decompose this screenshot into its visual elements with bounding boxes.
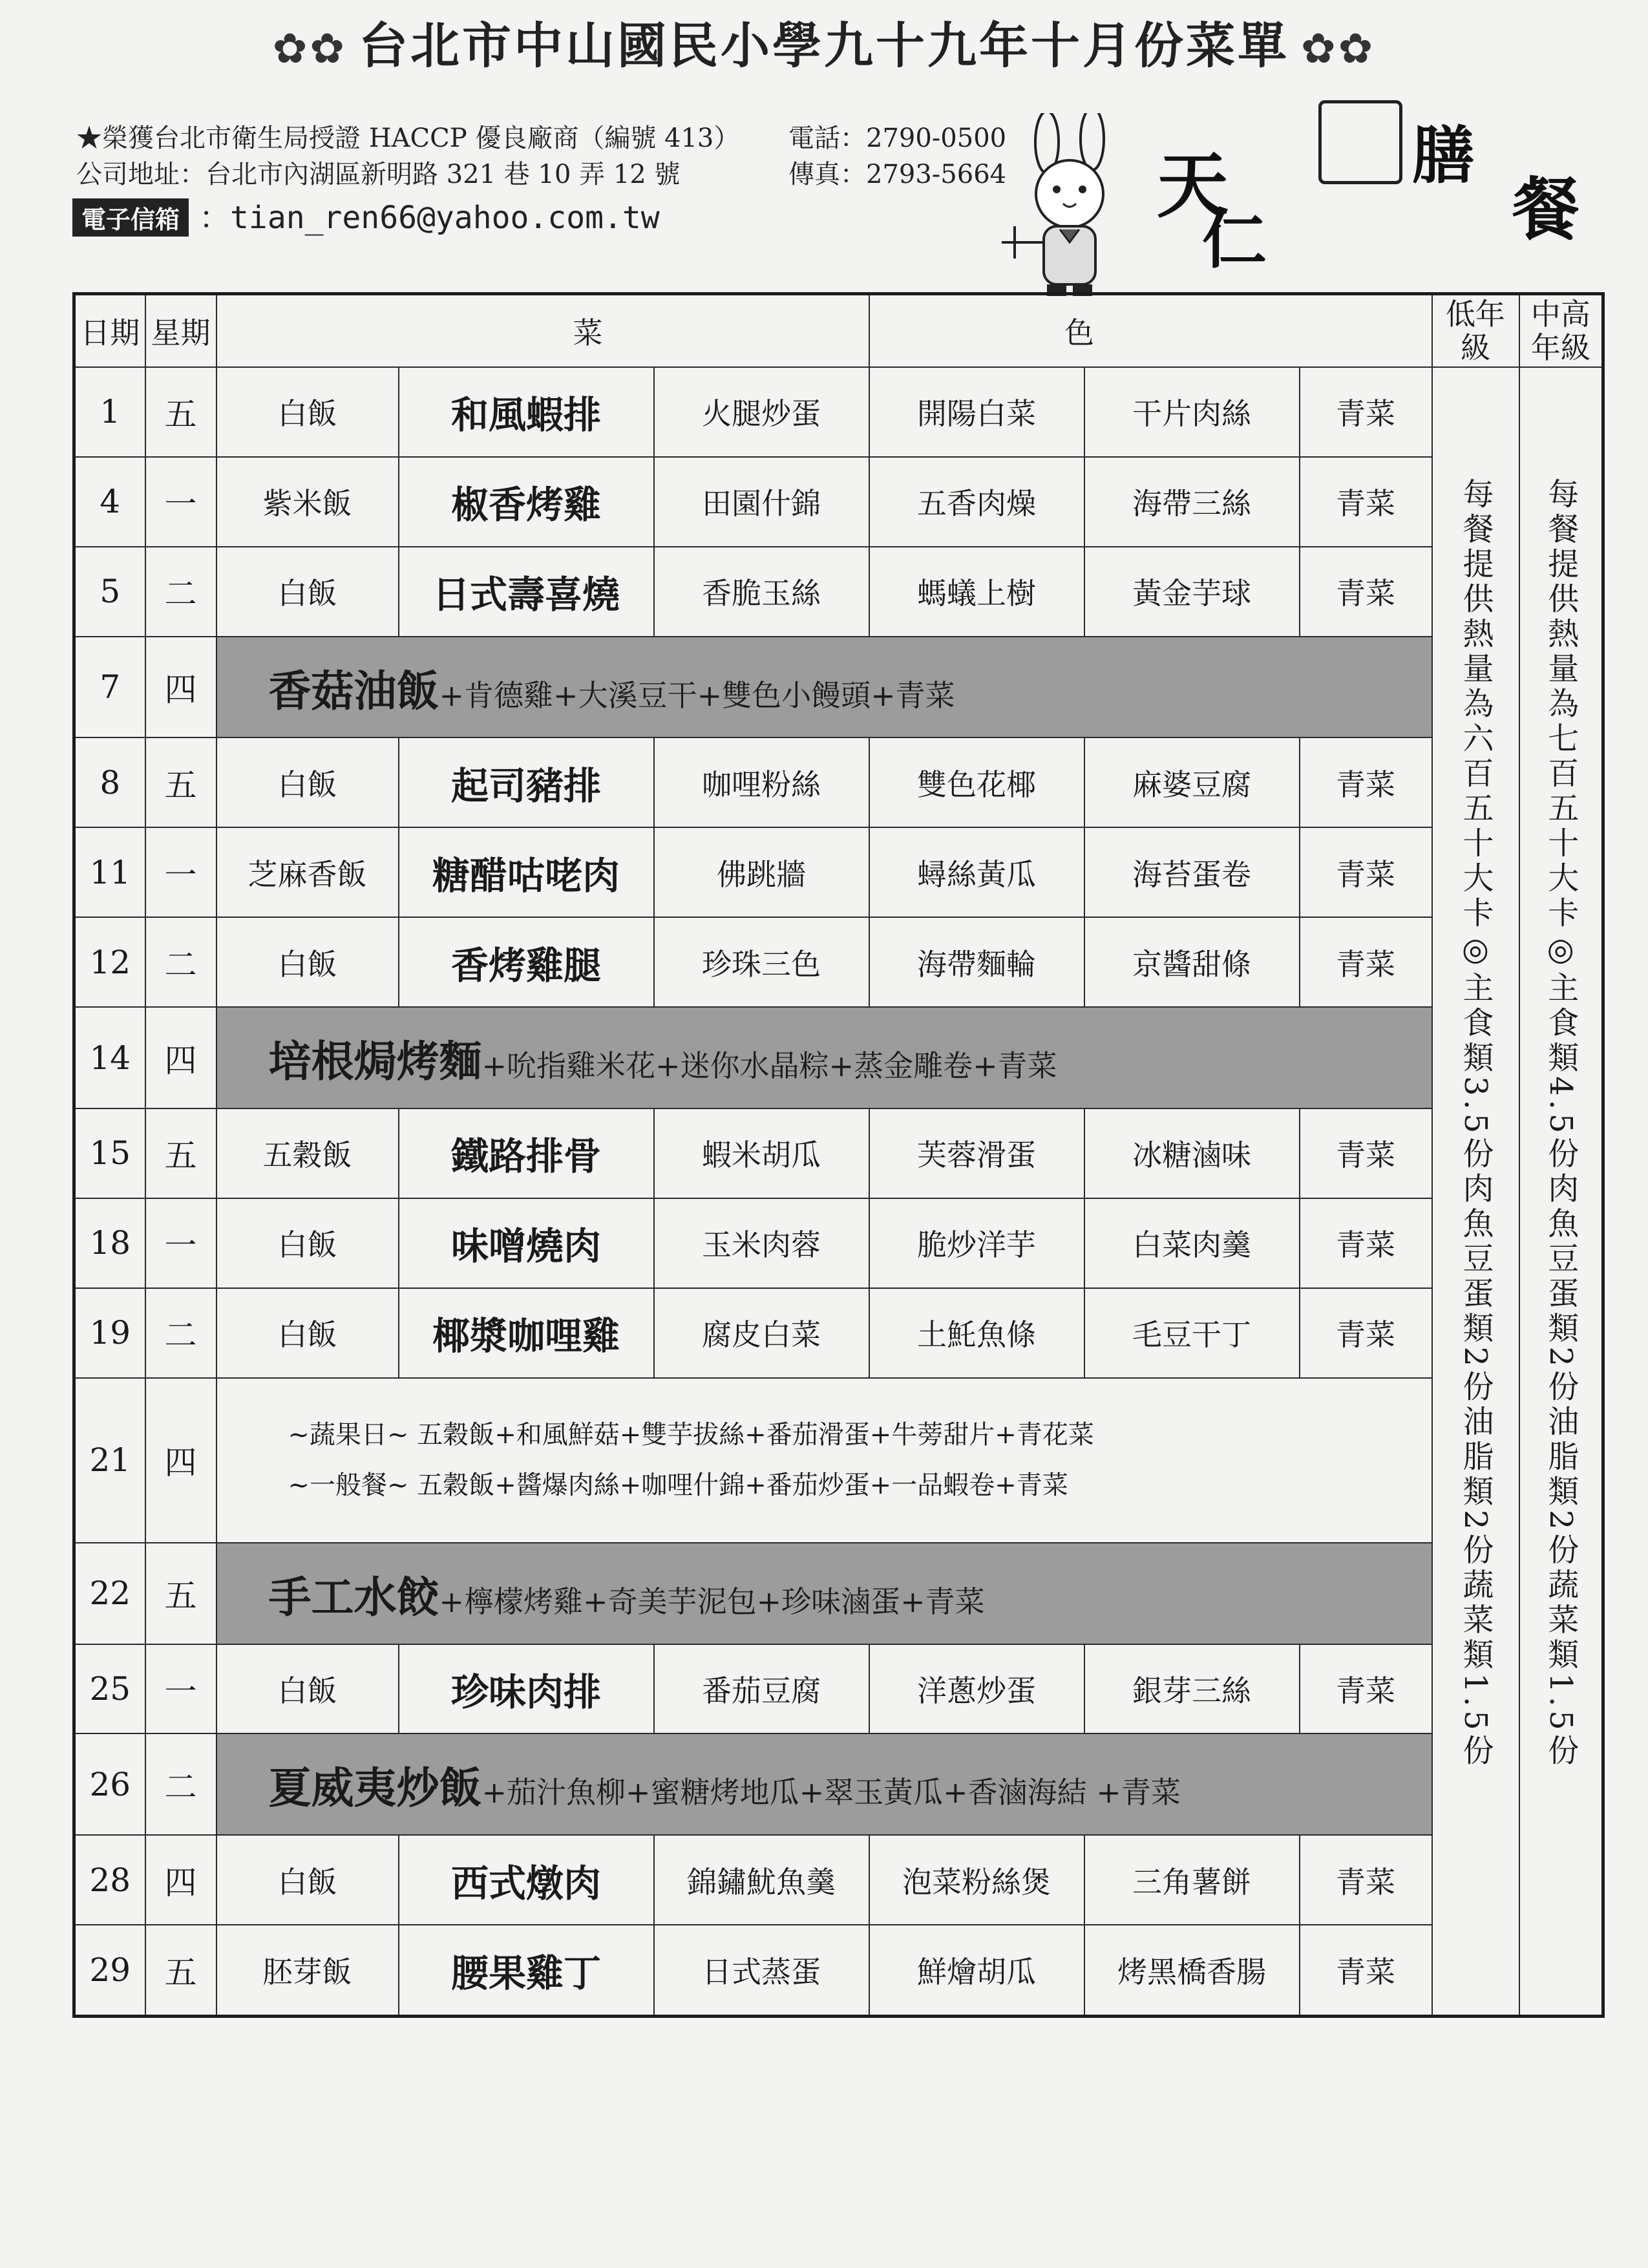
special-main-dish: 培根焗烤麵 — [268, 1037, 482, 1087]
table-header-row — [74, 294, 1603, 368]
side-dish-cell: 脆炒洋芋 — [869, 1198, 1084, 1288]
vegetable-cell: 青菜 — [1300, 547, 1432, 637]
main-dish-cell: 香烤雞腿 — [399, 917, 654, 1007]
weekday-cell: 二 — [145, 1288, 217, 1378]
date-cell: 12 — [74, 917, 145, 1007]
side-dish-cell: 番茄豆腐 — [654, 1644, 869, 1734]
side-dish-cell: 日式蒸蛋 — [654, 1925, 869, 2016]
special-meal-cell — [217, 637, 1432, 738]
staple-cell: 五穀飯 — [217, 1108, 399, 1198]
staple-cell: 白飯 — [217, 1835, 399, 1925]
low-grade-nutrition-text: 每餐提供熱量為六百五十大卡◎主食類3.5份肉魚豆蛋類2份油脂類2份蔬菜類1.5份 — [1457, 478, 1494, 1769]
menu-row — [74, 1378, 1603, 1543]
weekday-cell: 五 — [145, 1543, 217, 1644]
date-cell: 14 — [74, 1007, 145, 1108]
date-cell: 22 — [74, 1543, 145, 1644]
date-cell: 7 — [74, 637, 145, 738]
side-dish-cell: 雙色花椰 — [869, 737, 1084, 827]
side-dish-cell: 佛跳牆 — [654, 827, 869, 917]
weekday-cell: 一 — [145, 1198, 217, 1288]
date-cell: 29 — [74, 1925, 145, 2016]
brand-char-ren: 仁 — [1202, 201, 1267, 277]
main-dish-cell: 腰果雞丁 — [399, 1925, 654, 2016]
staple-cell: 白飯 — [217, 1198, 399, 1288]
brand-char-shan: 膳 — [1412, 119, 1474, 192]
weekday-cell: 五 — [145, 1108, 217, 1198]
header-dish-1: 菜 — [217, 294, 869, 368]
vegetable-cell: 青菜 — [1300, 1288, 1432, 1378]
header-dish-2: 色 — [869, 294, 1432, 368]
menu-row — [74, 1733, 1603, 1835]
date-cell: 4 — [74, 457, 145, 547]
high-grade-nutrition-text: 每餐提供熱量為七百五十大卡◎主食類4.5份肉魚豆蛋類2份油脂類2份蔬菜類1.5份 — [1542, 478, 1579, 1769]
main-dish-cell: 味噌燒肉 — [399, 1198, 654, 1288]
special-main-dish: 手工水餃 — [268, 1572, 439, 1622]
fax-text: 傳真：2793-5664 — [788, 160, 1007, 189]
brand-char-tian: 天 — [1157, 144, 1228, 228]
side-dish-cell: 洋蔥炒蛋 — [869, 1644, 1084, 1734]
side-dish-cell: 開陽白菜 — [869, 367, 1084, 457]
email-label: 電子信箱 — [72, 198, 189, 237]
side-dish-cell: 海帶麵輪 — [869, 917, 1084, 1007]
menu-row — [74, 1925, 1603, 2016]
vegetable-cell: 青菜 — [1300, 827, 1432, 917]
date-cell: 19 — [74, 1288, 145, 1378]
weekday-cell: 二 — [145, 1733, 217, 1835]
special-main-dish: 香菇油飯 — [268, 666, 439, 716]
menu-row — [74, 737, 1603, 827]
rabbit-mascot-icon — [995, 113, 1150, 301]
vegetable-cell: 青菜 — [1300, 457, 1432, 547]
staple-cell: 白飯 — [217, 1644, 399, 1734]
award-text: ★榮獲台北市衛生局授證 HACCP 優良廠商（編號 413） — [76, 123, 740, 153]
side-dish-cell: 冰糖滷味 — [1084, 1108, 1300, 1198]
special-meal-cell — [217, 1543, 1432, 1644]
vegetable-cell: 青菜 — [1300, 917, 1432, 1007]
special-side-dishes: +檸檬烤雞+奇美芋泥包+珍味滷蛋+青菜 — [439, 1584, 985, 1619]
weekday-cell: 一 — [145, 1644, 217, 1734]
staple-cell: 芝麻香飯 — [217, 827, 399, 917]
side-dish-cell: 錦鏽魷魚羹 — [654, 1835, 869, 1925]
main-dish-cell: 椒香烤雞 — [399, 457, 654, 547]
vegetarian-day-menu: ~蔬果日~ 五穀飯+和風鮮菇+雙芋拔絲+番茄滑蛋+牛蒡甜片+青花菜 — [288, 1420, 1094, 1450]
vegetable-cell: 青菜 — [1300, 367, 1432, 457]
main-dish-cell: 椰漿咖哩雞 — [399, 1288, 654, 1378]
menu-row — [74, 637, 1603, 738]
weekday-cell: 四 — [145, 1378, 217, 1543]
date-cell: 8 — [74, 737, 145, 827]
header-low-grade: 低年級 — [1432, 294, 1519, 368]
weekday-cell: 五 — [145, 367, 217, 457]
date-cell: 26 — [74, 1733, 145, 1835]
weekday-cell: 二 — [145, 547, 217, 637]
side-dish-cell: 咖哩粉絲 — [654, 737, 869, 827]
side-dish-cell: 玉米肉蓉 — [654, 1198, 869, 1288]
side-dish-cell: 珍珠三色 — [654, 917, 869, 1007]
weekday-cell: 五 — [145, 1925, 217, 2016]
menu-row — [74, 1007, 1603, 1108]
side-dish-cell: 泡菜粉絲煲 — [869, 1835, 1084, 1925]
special-side-dishes: +茄汁魚柳+蜜糖烤地瓜+翠玉黃瓜+香滷海結 +青菜 — [481, 1775, 1181, 1810]
main-dish-cell: 和風蝦排 — [399, 367, 654, 457]
side-dish-cell: 火腿炒蛋 — [654, 367, 869, 457]
side-dish-cell: 田園什錦 — [654, 457, 869, 547]
special-main-dish: 夏威夷炒飯 — [268, 1763, 482, 1814]
side-dish-cell: 毛豆干丁 — [1084, 1288, 1300, 1378]
menu-row — [74, 1543, 1603, 1644]
menu-row — [74, 917, 1603, 1007]
weekday-cell: 二 — [145, 917, 217, 1007]
menu-row — [74, 827, 1603, 917]
side-dish-cell: 蟳絲黃瓜 — [869, 827, 1084, 917]
weekday-cell: 一 — [145, 827, 217, 917]
date-cell: 11 — [74, 827, 145, 917]
maple-leaf-icon: ✿✿ — [1301, 25, 1376, 73]
email-address: ：tian_ren66@yahoo.com.tw — [199, 200, 660, 236]
side-dish-cell: 銀芽三絲 — [1084, 1644, 1300, 1734]
staple-cell: 白飯 — [217, 917, 399, 1007]
staple-cell: 白飯 — [217, 737, 399, 827]
weekday-cell: 五 — [145, 737, 217, 827]
staple-cell: 白飯 — [217, 547, 399, 637]
menu-row — [74, 1108, 1603, 1198]
date-cell: 15 — [74, 1108, 145, 1198]
header-date: 日期 — [74, 294, 145, 368]
staple-cell: 白飯 — [217, 367, 399, 457]
side-dish-cell: 干片肉絲 — [1084, 367, 1300, 457]
date-cell: 21 — [74, 1378, 145, 1543]
main-dish-cell: 西式燉肉 — [399, 1835, 654, 1925]
main-dish-cell: 日式壽喜燒 — [399, 547, 654, 637]
menu-row — [74, 1288, 1603, 1378]
title-text: 台北市中山國民小學九十九年十月份菜單 — [359, 17, 1289, 74]
address-text: 公司地址：台北市內湖區新明路 321 巷 10 弄 12 號 — [76, 160, 681, 189]
side-dish-cell: 五香肉燥 — [869, 457, 1084, 547]
brand-char-can: 餐 — [1512, 169, 1580, 249]
date-cell: 18 — [74, 1198, 145, 1288]
side-dish-cell: 京醬甜條 — [1084, 917, 1300, 1007]
special-meal-cell — [217, 1733, 1432, 1835]
weekday-cell: 四 — [145, 637, 217, 738]
side-dish-cell: 海帶三絲 — [1084, 457, 1300, 547]
menu-title — [0, 6, 1648, 77]
menu-row — [74, 547, 1603, 637]
special-side-dishes: +肯德雞+大溪豆干+雙色小饅頭+青菜 — [439, 677, 955, 713]
vegetable-cell: 青菜 — [1300, 737, 1432, 827]
date-cell: 1 — [74, 367, 145, 457]
phone-text: 電話：2790-0500 — [788, 123, 1007, 153]
email-line — [72, 193, 660, 237]
main-dish-cell: 珍味肉排 — [399, 1644, 654, 1734]
staple-cell: 白飯 — [217, 1288, 399, 1378]
vegetable-cell: 青菜 — [1300, 1198, 1432, 1288]
maple-leaf-icon: ✿✿ — [272, 25, 347, 73]
side-dish-cell: 腐皮白菜 — [654, 1288, 869, 1378]
main-dish-cell: 起司豬排 — [399, 737, 654, 827]
date-cell: 28 — [74, 1835, 145, 1925]
weekday-cell: 四 — [145, 1007, 217, 1108]
side-dish-cell: 香脆玉絲 — [654, 547, 869, 637]
menu-row — [74, 1644, 1603, 1734]
side-dish-cell: 蝦米胡瓜 — [654, 1108, 869, 1198]
vegetable-cell: 青菜 — [1300, 1925, 1432, 2016]
low-grade-nutrition-note — [1432, 367, 1519, 2017]
weekday-cell: 四 — [145, 1835, 217, 1925]
staple-cell: 胚芽飯 — [217, 1925, 399, 2016]
brand-seal-stamp — [1318, 100, 1402, 184]
special-side-dishes: +吮指雞米花+迷你水晶粽+蒸金雕卷+青菜 — [481, 1048, 1057, 1084]
side-dish-cell: 烤黑橋香腸 — [1084, 1925, 1300, 2016]
header-high-grade: 中高年級 — [1519, 294, 1603, 368]
side-dish-cell: 麻婆豆腐 — [1084, 737, 1300, 827]
side-dish-cell: 三角薯餅 — [1084, 1835, 1300, 1925]
side-dish-cell: 鮮燴胡瓜 — [869, 1925, 1084, 2016]
date-cell: 5 — [74, 547, 145, 637]
menu-row — [74, 367, 1603, 457]
side-dish-cell: 白菜肉羹 — [1084, 1198, 1300, 1288]
special-meal-cell — [217, 1007, 1432, 1108]
vegetable-cell: 青菜 — [1300, 1108, 1432, 1198]
vegetable-cell: 青菜 — [1300, 1835, 1432, 1925]
side-dish-cell: 土魠魚條 — [869, 1288, 1084, 1378]
menu-row — [74, 457, 1603, 547]
staple-cell: 紫米飯 — [217, 457, 399, 547]
regular-meal-menu: ~一般餐~ 五穀飯+醬爆肉絲+咖哩什錦+番茄炒蛋+一品蝦卷+青菜 — [288, 1470, 1068, 1501]
menu-row — [74, 1835, 1603, 1925]
high-grade-nutrition-note — [1519, 367, 1603, 2017]
date-cell: 25 — [74, 1644, 145, 1734]
side-dish-cell: 螞蟻上樹 — [869, 547, 1084, 637]
header-day: 星期 — [145, 294, 217, 368]
menu-table — [72, 292, 1605, 2018]
vegetable-cell: 青菜 — [1300, 1644, 1432, 1734]
side-dish-cell: 芙蓉滑蛋 — [869, 1108, 1084, 1198]
main-dish-cell: 鐵路排骨 — [399, 1108, 654, 1198]
side-dish-cell: 海苔蛋卷 — [1084, 827, 1300, 917]
side-dish-cell: 黃金芋球 — [1084, 547, 1300, 637]
weekday-cell: 一 — [145, 457, 217, 547]
menu-row — [74, 1198, 1603, 1288]
main-dish-cell: 糖醋咕咾肉 — [399, 827, 654, 917]
dual-meal-cell — [217, 1378, 1432, 1543]
